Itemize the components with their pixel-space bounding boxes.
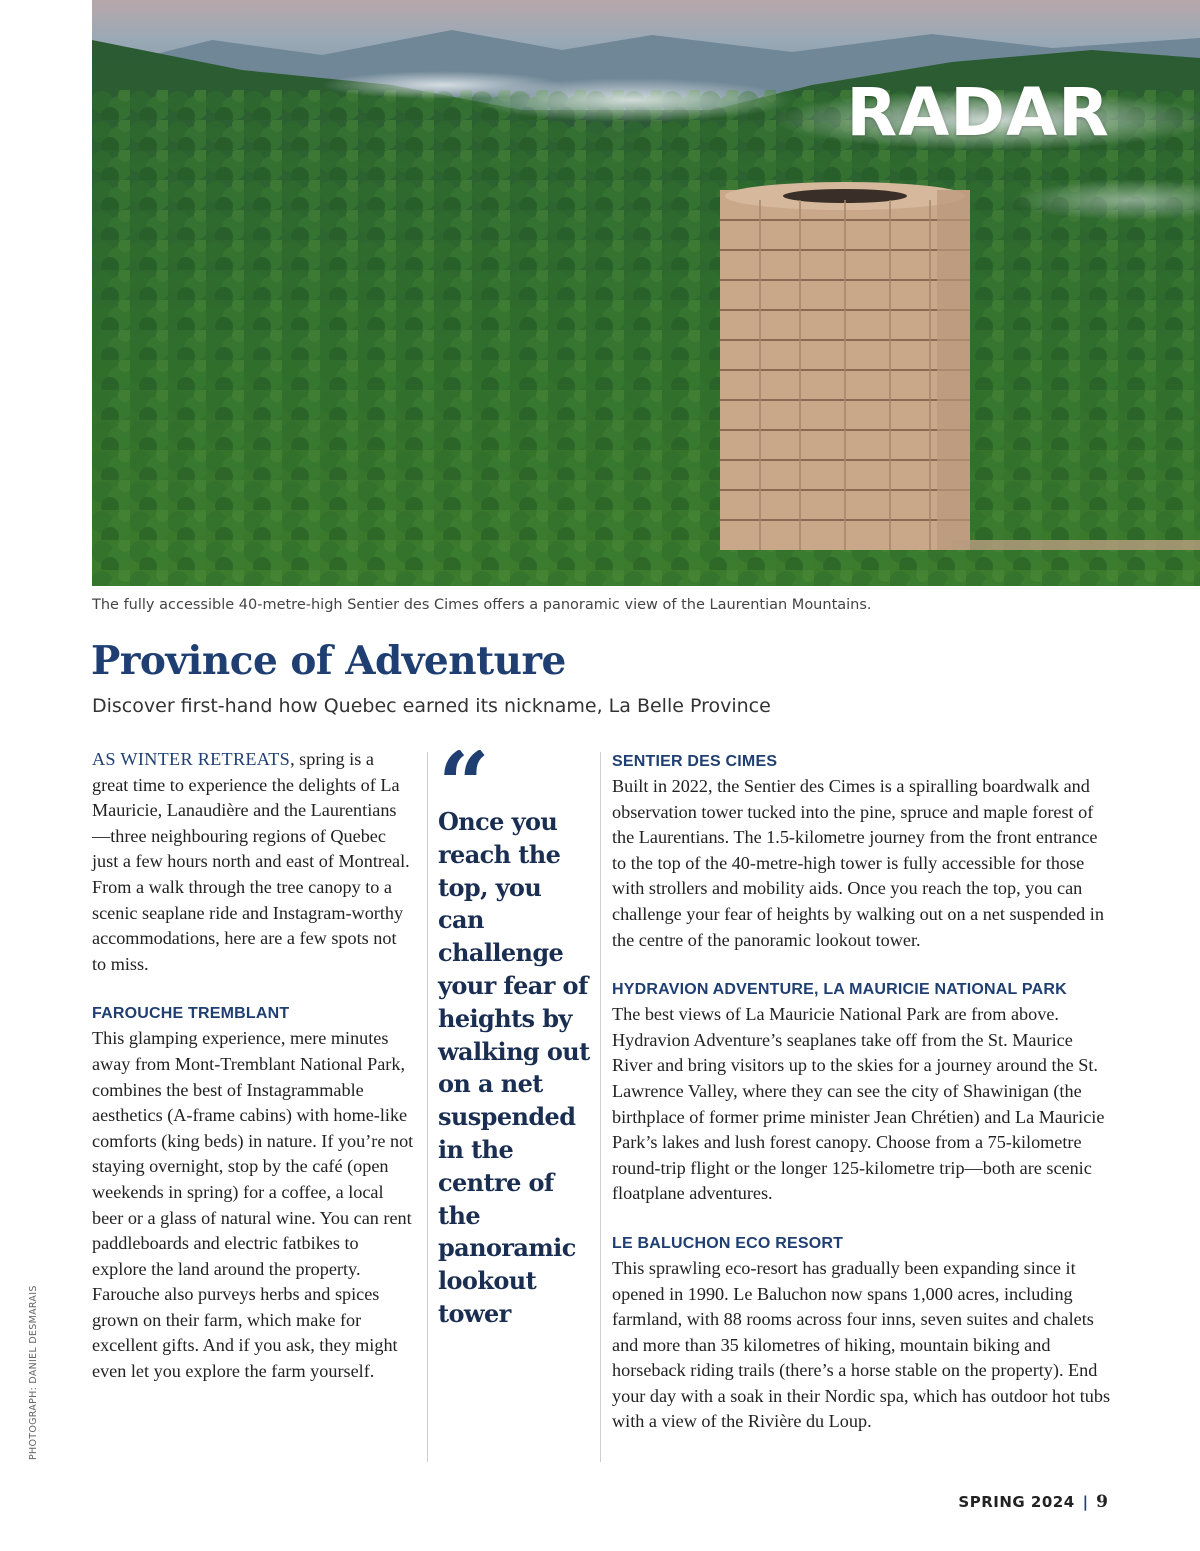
body-farouche: This glamping experience, mere minutes away from Mont-Tremblant National Park, combines the best of Instagrammable aesthetics (A-frame cabins) with home-like comforts (king beds) in nature. If you’re not staying overnight, stop by the café (open weekends in spring) for a coffee, a local beer or a glass of natural wine. You can rent paddleboards and electric fatbikes to explore the land around the property. Farouche also purveys herbs and spices grown on their farm, which make for excellent gifts. And if you ask, they might even let you explore the farm yourself. bbox=[92, 1028, 414, 1382]
lead-caps: AS WINTER RETREATS bbox=[92, 749, 291, 769]
intro-paragraph bbox=[92, 747, 414, 977]
subhead-sentier: SENTIER DES CIMES bbox=[612, 753, 778, 770]
quote-mark-icon bbox=[438, 750, 590, 800]
hero-photo bbox=[92, 0, 1200, 586]
intro-text: , spring is a great time to experience the delights of La Mauricie, Lanaudière and the Laurentians—three neighbouring regions of Quebec just a few hours north and east of Montreal. From a walk through the tree canopy to a scenic seaplane ride and Instagram-worthy accommodations, here are a few spots not to miss. bbox=[92, 749, 410, 974]
observation-tower bbox=[720, 182, 970, 550]
folio-separator: | bbox=[1082, 1493, 1089, 1511]
photo-caption: The fully accessible 40-metre-high Sentier des Cimes offers a panoramic view of the Laurentian Mountains. bbox=[92, 597, 872, 613]
left-column bbox=[92, 747, 414, 1385]
subhead-baluchon: LE BALUCHON ECO RESORT bbox=[612, 1234, 844, 1252]
pull-quote-text: Once you reach the top, you can challenge your fear of heights by walking out on a net suspended in the centre of the panoramic lookout tower bbox=[438, 807, 590, 1328]
photo-credit: PHOTOGRAPH: DANIEL DESMARAIS bbox=[28, 1285, 39, 1460]
folio bbox=[958, 1492, 1108, 1512]
page-number: 9 bbox=[1096, 1492, 1108, 1512]
pull-quote bbox=[438, 750, 590, 1331]
body-hydravion: The best views of La Mauricie National Park are from above. Hydravion Adventure’s seaplanes take off from the St. Maurice River and bring visitors up to the skies for a journey around the St. Lawrence Valley, where they can see the city of Shawinigan (the birthplace of former prime minister Jean Chrétien) and La Mauricie Park’s lakes and lush forest canopy. Choose from a 75-kilometre round-trip flight or the longer 125-kilometre trip—both are scenic floatplane adventures. bbox=[612, 1004, 1105, 1204]
headline: Province of Adventure bbox=[91, 638, 566, 684]
dek: Discover first-hand how Quebec earned its nickname, La Belle Province bbox=[92, 695, 771, 717]
section-tag: RADAR bbox=[846, 74, 1110, 151]
right-column bbox=[612, 749, 1112, 1435]
subhead-hydravion: HYDRAVION ADVENTURE, LA MAURICIE NATIONAL PARK bbox=[612, 981, 1067, 999]
issue-label: SPRING 2024 bbox=[958, 1493, 1075, 1511]
body-sentier: Built in 2022, the Sentier des Cimes is a spiralling boardwalk and observation tower tucked into the pine, spruce and maple forest of the Laurentians. The 1.5-kilometre journey from the front entrance to the top of the 40-metre-high tower is fully accessible for those with strollers and mobility aids. Once you reach the top, you can challenge your fear of heights by walking out on a net suspended in the centre of the panoramic lookout tower. bbox=[612, 776, 1104, 950]
column-rule-right bbox=[600, 752, 601, 1462]
column-rule-left bbox=[427, 752, 428, 1462]
body-baluchon: This sprawling eco-resort has gradually been expanding since it opened in 1990. Le Baluchon now spans 1,000 acres, including farmland, with 88 rooms across four inns, seven suites and chalets and more than 35 kilometres of hiking, mountain biking and horseback riding trails (there’s a horse stable on the property). End your day with a soak in their Nordic spa, which has outdoor hot tubs with a view of the Rivière du Loup. bbox=[612, 1257, 1111, 1432]
subhead-farouche: FAROUCHE TREMBLANT bbox=[92, 1005, 290, 1023]
